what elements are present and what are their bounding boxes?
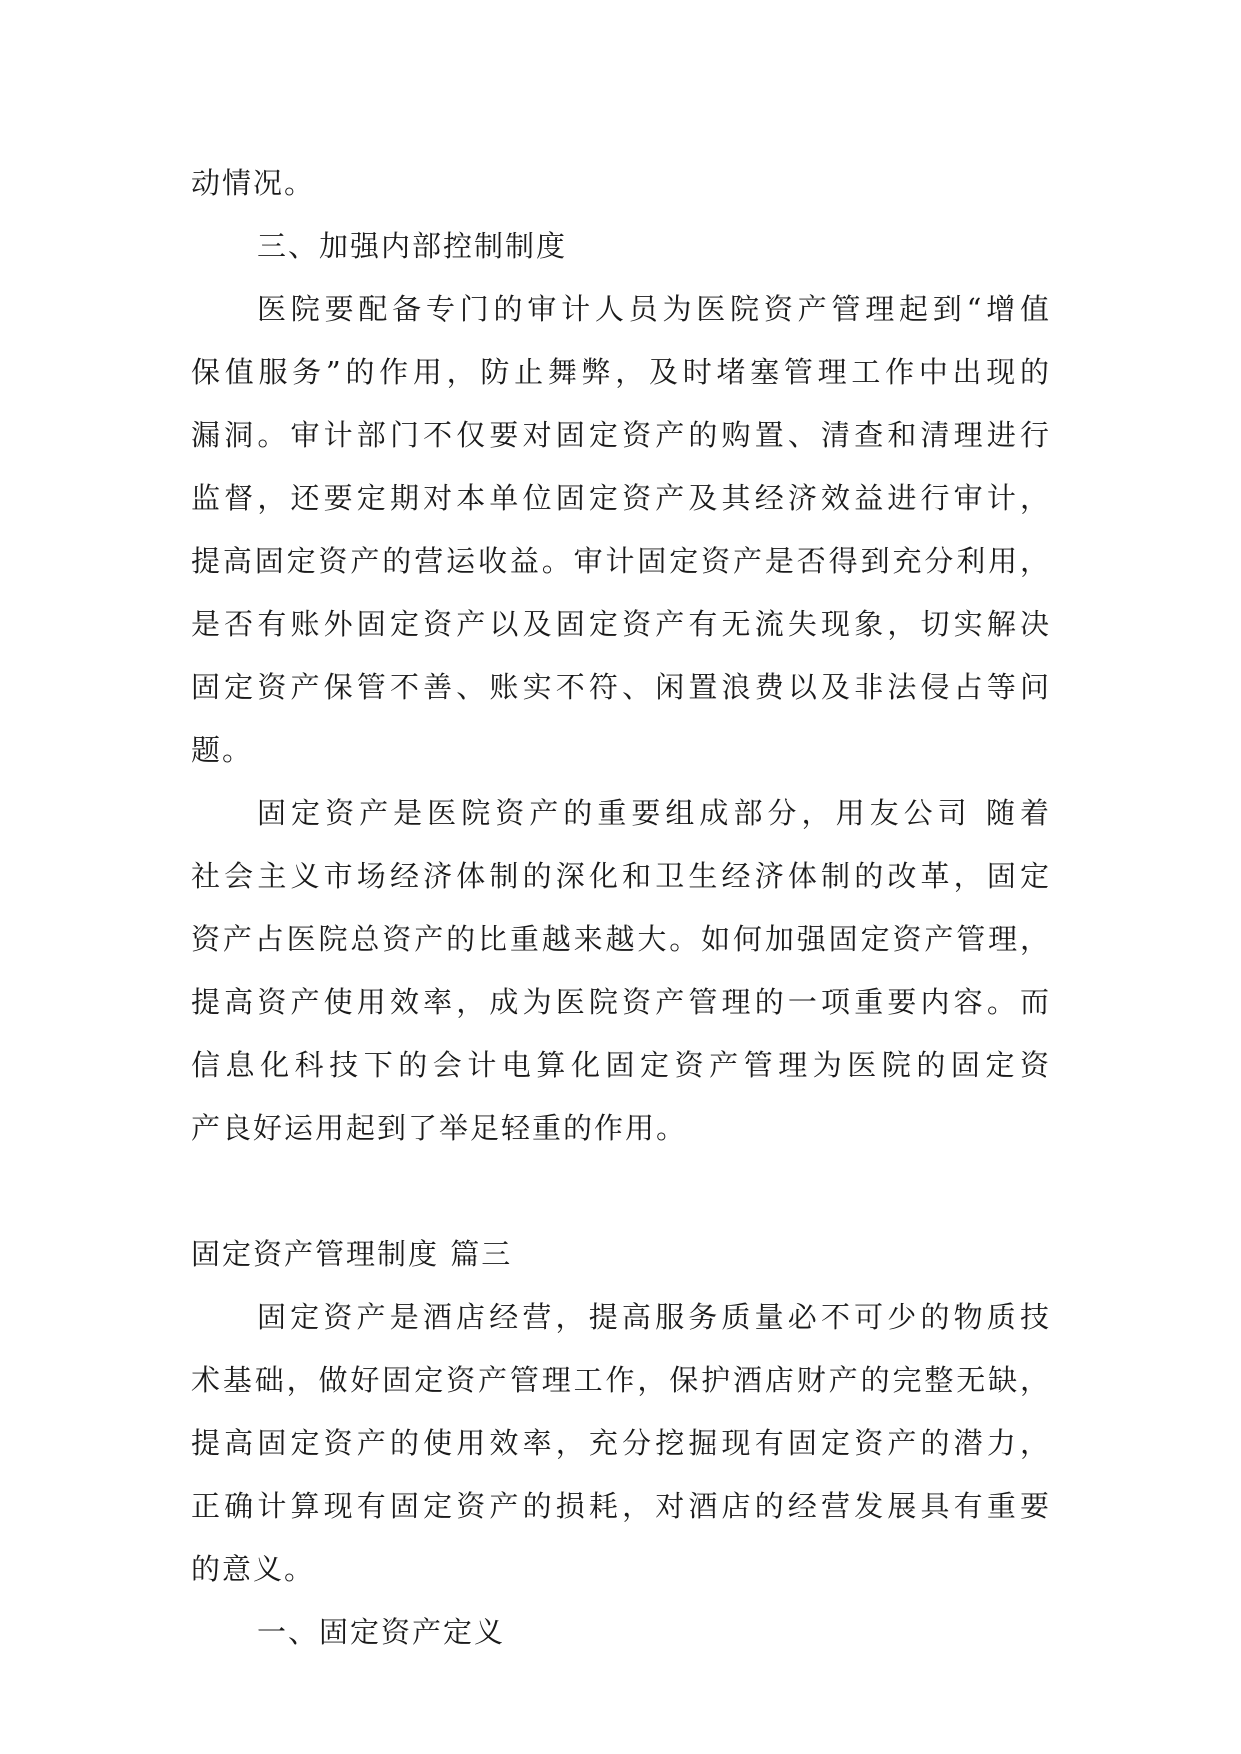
text-line: 提高固定资产的营运收益。审计固定资产是否得到充分利用， bbox=[191, 544, 1051, 578]
document-body bbox=[191, 152, 1051, 1664]
text-line: 提高固定资产的使用效率，充分挖掘现有固定资产的潜力， bbox=[191, 1426, 1051, 1460]
text-line: 固定资产管理制度 篇三 bbox=[191, 1237, 513, 1271]
text-line: 医院要配备专门的审计人员为医院资产管理起到“增值 bbox=[257, 292, 1051, 326]
text-line: 保值服务”的作用，防止舞弊，及时堵塞管理工作中出现的 bbox=[191, 355, 1051, 389]
text-line: 三、加强内部控制制度 bbox=[257, 229, 568, 263]
text-line: 的意义。 bbox=[191, 1552, 316, 1586]
text-line: 产良好运用起到了举足轻重的作用。 bbox=[191, 1111, 688, 1145]
text-line: 监督，还要定期对本单位固定资产及其经济效益进行审计， bbox=[191, 481, 1051, 515]
text-line: 社会主义市场经济体制的深化和卫生经济体制的改革，固定 bbox=[191, 859, 1051, 893]
text-line: 术基础，做好固定资产管理工作，保护酒店财产的完整无缺， bbox=[191, 1363, 1051, 1397]
text-line: 固定资产是酒店经营，提高服务质量必不可少的物质技 bbox=[257, 1300, 1051, 1334]
text-line: 信息化科技下的会计电算化固定资产管理为医院的固定资 bbox=[191, 1048, 1051, 1082]
text-line: 资产占医院总资产的比重越来越大。如何加强固定资产管理， bbox=[191, 922, 1051, 956]
text-line: 固定资产是医院资产的重要组成部分，用友公司 随着 bbox=[257, 796, 1051, 830]
text-line: 正确计算现有固定资产的损耗，对酒店的经营发展具有重要 bbox=[191, 1489, 1051, 1523]
text-line: 一、固定资产定义 bbox=[257, 1615, 506, 1649]
text-line: 动情况。 bbox=[191, 166, 316, 200]
text-line: 题。 bbox=[191, 733, 254, 767]
text-line: 是否有账外固定资产以及固定资产有无流失现象，切实解决 bbox=[191, 607, 1051, 641]
text-line: 漏洞。审计部门不仅要对固定资产的购置、清查和清理进行 bbox=[191, 418, 1051, 452]
text-line: 提高资产使用效率，成为医院资产管理的一项重要内容。而 bbox=[191, 985, 1051, 1019]
paragraph-gap bbox=[191, 1160, 1051, 1223]
text-line: 固定资产保管不善、账实不符、闲置浪费以及非法侵占等问 bbox=[191, 670, 1051, 704]
